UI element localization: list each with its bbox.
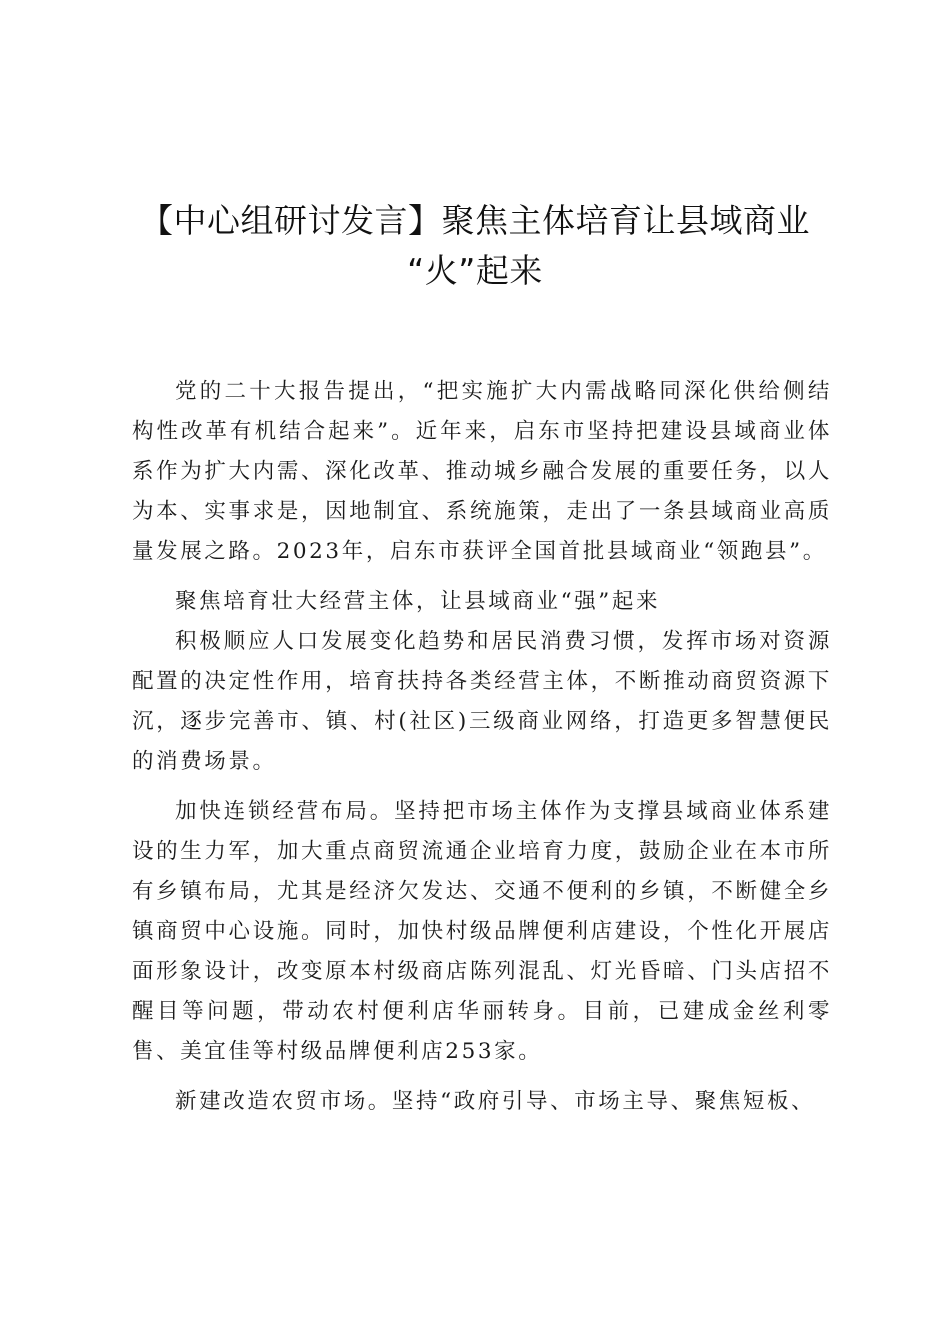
document-body (132, 372, 832, 1122)
paragraph-markets: 新建改造农贸市场。坚持“政府引导、市场主导、聚焦短板、 (175, 1089, 816, 1114)
paragraph-intro: 党的二十大报告提出，“把实施扩大内需战略同深化供给侧结构性改革有机结合起来”。近年来，启东市坚持把建设县域商业体系作为扩大内需、深化改革、推动城乡融合发展的重要任务，以人为本、实事求是，因地制宜、系统施策，走出了一条县域商业高质量发展之路。2023年，启东市获评全国首批县域商业“领跑县”。 (132, 379, 832, 564)
paragraph-overview: 积极顺应人口发展变化趋势和居民消费习惯，发挥市场对资源配置的决定性作用，培育扶持各类经营主体，不断推动商贸资源下沉，逐步完善市、镇、村(社区)三级商业网络，打造更多智慧便民的消费场景。 (132, 629, 832, 774)
title-line-1: 【中心组研讨发言】聚焦主体培育让县域商业 (140, 201, 810, 240)
document-title (100, 196, 850, 296)
section-heading: 聚焦培育壮大经营主体，让县域商业“强”起来 (175, 589, 661, 614)
title-line-2: “火”起来 (407, 251, 543, 290)
paragraph-chain-stores: 加快连锁经营布局。坚持把市场主体作为支撑县域商业体系建设的生力军，加大重点商贸流通企业培育力度，鼓励企业在本市所有乡镇布局，尤其是经济欠发达、交通不便利的乡镇，不断健全乡镇商贸中心设施。同时，加快村级品牌便利店建设，个性化开展店面形象设计，改变原本村级商店陈列混乱、灯光昏暗、门头店招不醒目等问题，带动农村便利店华丽转身。目前，已建成金丝利零售、美宜佳等村级品牌便利店253家。 (132, 799, 832, 1064)
